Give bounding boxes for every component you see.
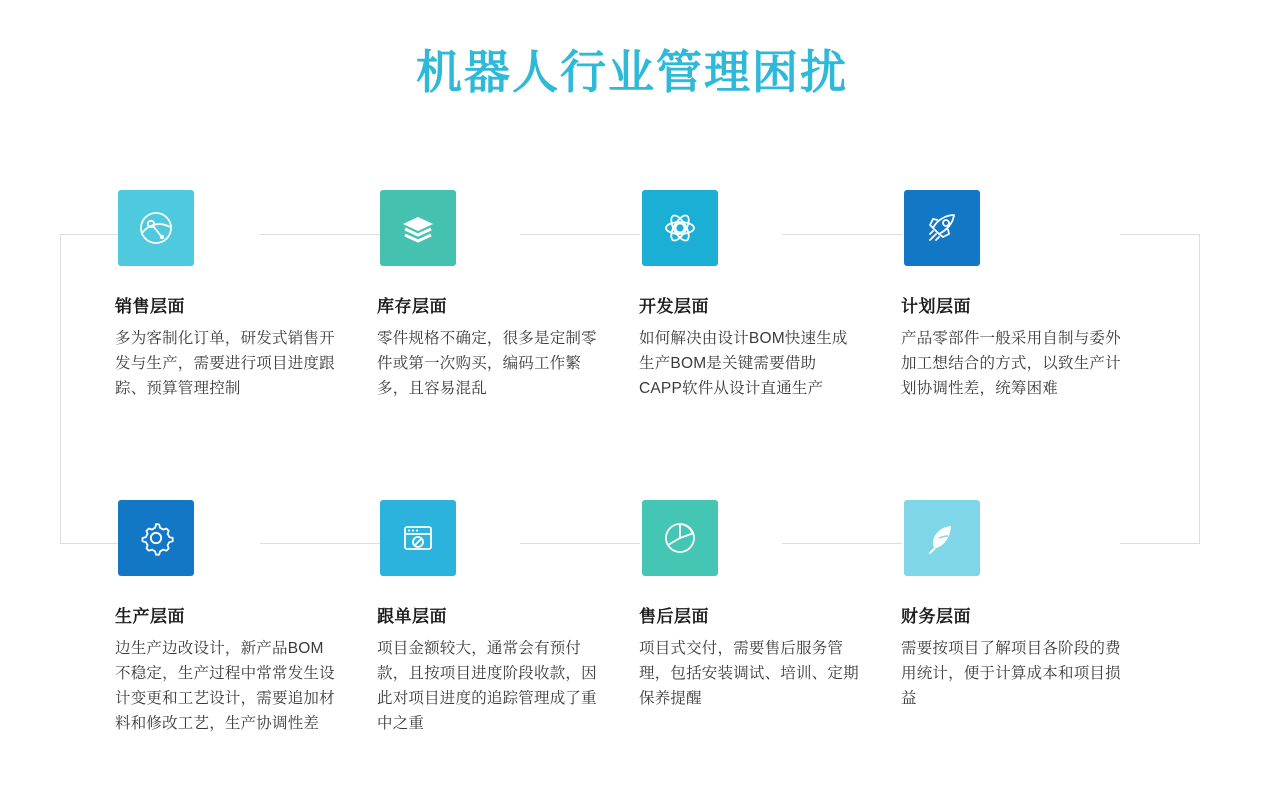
card-text: 多为客制化订单，研发式销售开发与生产，需要进行项目进度跟踪、预算管理控制	[115, 330, 335, 398]
card-order-tracking[interactable]	[377, 500, 617, 736]
page-title: 机器人行业管理困扰	[416, 46, 848, 98]
card-title: 生产层面	[115, 607, 185, 626]
card-sales[interactable]	[115, 190, 355, 401]
gear-icon-tile	[118, 500, 194, 576]
card-title: 计划层面	[901, 297, 971, 316]
card-text: 产品零部件一般采用自制与委外加工想结合的方式，以致生产计划协调性差，统筹困难	[901, 330, 1121, 398]
card-planning[interactable]	[901, 190, 1141, 401]
globe-network-icon	[134, 206, 178, 250]
card-text: 需要按项目了解项目各阶段的费用统计，便于计算成本和项目损益	[901, 640, 1121, 708]
card-text: 项目金额较大，通常会有预付款，且按项目进度阶段收款，因此对项目进度的追踪管理成了重中之重	[377, 640, 597, 733]
card-title: 销售层面	[115, 297, 185, 316]
card-title: 财务层面	[901, 607, 971, 626]
pie-chart-icon	[658, 516, 702, 560]
gear-icon	[134, 516, 178, 560]
card-finance[interactable]	[901, 500, 1141, 711]
rocket-icon-tile	[904, 190, 980, 266]
globe-network-icon-tile	[118, 190, 194, 266]
atom-molecule-icon	[658, 206, 702, 250]
card-development[interactable]	[639, 190, 879, 401]
card-title: 跟单层面	[377, 607, 447, 626]
rocket-icon	[920, 206, 964, 250]
card-title: 库存层面	[377, 297, 447, 316]
card-text: 项目式交付，需要售后服务管理，包括安装调试、培训、定期保养提醒	[639, 640, 859, 708]
card-inventory[interactable]	[377, 190, 617, 401]
diagram-grid	[0, 190, 1264, 810]
card-production[interactable]	[115, 500, 355, 736]
layers-stack-icon	[396, 206, 440, 250]
feather-icon	[920, 516, 964, 560]
card-text: 边生产边改设计，新产品BOM不稳定，生产过程中常常发生设计变更和工艺设计，需要追加材料和修改工艺，生产协调性差	[115, 640, 335, 733]
card-text: 如何解决由设计BOM快速生成生产BOM是关键需要借助CAPP软件从设计直通生产	[639, 330, 848, 398]
diagram-row-bottom	[0, 500, 1264, 810]
feather-icon-tile	[904, 500, 980, 576]
browser-window-icon	[396, 516, 440, 560]
card-title: 售后层面	[639, 607, 709, 626]
atom-molecule-icon-tile	[642, 190, 718, 266]
browser-window-icon-tile	[380, 500, 456, 576]
card-after-sales[interactable]	[639, 500, 879, 711]
pie-chart-icon-tile	[642, 500, 718, 576]
diagram-row-top	[0, 190, 1264, 500]
card-title: 开发层面	[639, 297, 709, 316]
layers-stack-icon-tile	[380, 190, 456, 266]
card-text: 零件规格不确定，很多是定制零件或第一次购买，编码工作繁多，且容易混乱	[377, 330, 597, 398]
